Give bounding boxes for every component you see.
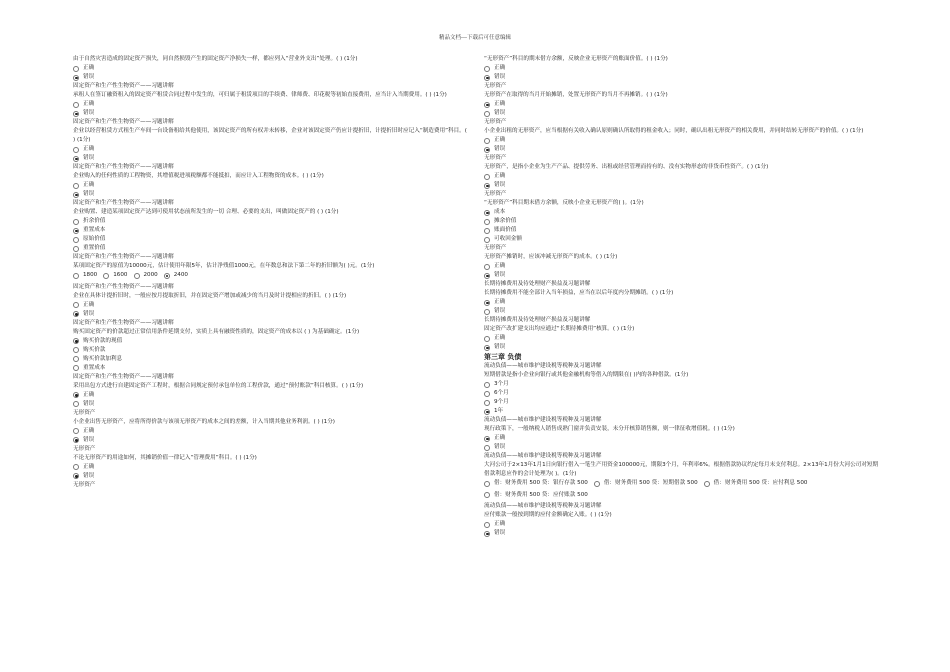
question-text: “无形资产”科目的期末借方余额，反映企业无形资产的账面价值。( ) (1分) [484, 56, 668, 62]
section-label: 固定资产和生产性生物资产——习题讲解 [73, 83, 174, 89]
radio-button[interactable] [484, 66, 490, 72]
option-label: 借：财务费用 500 贷：银行存款 500 [494, 480, 588, 486]
question-block [484, 244, 880, 280]
question-block [484, 190, 880, 244]
question-block [73, 82, 468, 118]
answer-option[interactable] [73, 145, 468, 154]
question-text: 不论无形资产的用途如何，其摊销价值一律记入“管理费用”科目。( ) (1分) [73, 454, 257, 461]
option-label: 9个月 [494, 399, 509, 405]
radio-button[interactable] [704, 481, 710, 487]
radio-button[interactable] [73, 273, 79, 279]
answer-option[interactable] [73, 154, 468, 163]
question-block [73, 253, 468, 283]
answer-option[interactable] [484, 398, 880, 407]
option-label: 正确 [83, 463, 95, 470]
question-block [73, 319, 468, 373]
answer-option[interactable] [73, 73, 468, 82]
answer-option[interactable] [484, 380, 880, 389]
section-label: 固定资产和生产性生物资产——习题讲解 [73, 373, 174, 380]
radio-button[interactable] [484, 492, 490, 498]
option-label: 错误 [494, 110, 506, 116]
answer-option[interactable] [73, 364, 468, 373]
option-label: 正确 [83, 182, 95, 188]
question-text: 承租人在签订融资租入的固定资产租赁合同过程中发生的，可归属于租赁项目的手续费、律师费、印花税等初始直接费用，应当计入当期费用。( ) (1分) [73, 92, 447, 98]
option-label: 正确 [494, 173, 506, 179]
answer-option[interactable] [73, 109, 468, 118]
radio-button[interactable] [73, 246, 79, 252]
section-label: 固定资产和生产性生物资产——习题讲解 [73, 319, 174, 326]
answer-option[interactable] [73, 64, 468, 73]
answer-option[interactable] [484, 443, 880, 452]
answer-option[interactable] [484, 407, 880, 416]
answer-option[interactable] [594, 479, 698, 488]
option-label: 错误 [83, 400, 95, 407]
option-label: 账面价值 [494, 227, 517, 233]
radio-button[interactable] [73, 102, 79, 108]
option-label: 2400 [173, 272, 188, 278]
option-label: 正确 [494, 299, 506, 305]
question-text: 由于自然灾害造成的固定资产损失，同自然损毁产生的固定资产净损失一样，都应列入“营业外支出”处理。( ) (1分) [73, 56, 358, 62]
radio-button[interactable] [484, 300, 490, 306]
radio-button[interactable] [594, 481, 600, 487]
option-label: 折余价值 [83, 218, 106, 224]
radio-button[interactable] [484, 481, 490, 487]
question-text: 应付账款一般按到期的应付金额确定入账。( ) (1分) [484, 512, 612, 518]
section-label: 长期待摊费用及待处理财产损益及习题讲解 [484, 317, 591, 323]
option-label: 错误 [83, 436, 95, 443]
section-label: 无形资产 [484, 155, 507, 161]
answer-option[interactable] [73, 217, 468, 226]
radio-button[interactable] [73, 228, 79, 234]
radio-button[interactable] [73, 464, 79, 470]
radio-button[interactable] [73, 401, 79, 407]
question-block [73, 481, 468, 490]
radio-button[interactable] [484, 391, 490, 397]
answer-option[interactable] [484, 434, 880, 443]
option-label: 1800 [83, 272, 98, 278]
radio-button[interactable] [73, 147, 79, 153]
answer-option[interactable] [484, 64, 880, 73]
question-text: 企业购置、建造某项固定资产达到可使用状态前所发生的一切 合理、必要的支出，叫做固定资产的 ( ) (1分) [73, 209, 339, 215]
section-label: 流动负债——城市维护建设税等税种及习题讲解 [484, 503, 602, 509]
radio-button[interactable] [484, 228, 490, 234]
answer-option[interactable] [484, 389, 880, 398]
question-block [484, 452, 880, 502]
question-block [484, 416, 880, 452]
answer-option[interactable] [103, 271, 127, 280]
option-label: 正确 [494, 521, 506, 527]
answer-option[interactable] [484, 520, 880, 529]
option-label: 重置成本 [83, 227, 106, 233]
radio-button[interactable] [73, 392, 79, 398]
option-label: 正确 [83, 301, 95, 308]
question-text: 无形资产，是指小企业为生产产品、提供劳务、出租或经营管理而持有的、没有实物形态的非货币性资产。( ) (1分) [484, 164, 769, 170]
radio-button[interactable] [73, 365, 79, 371]
radio-button[interactable] [484, 400, 490, 406]
question-block [73, 373, 468, 409]
option-label: 正确 [494, 101, 506, 107]
radio-button[interactable] [73, 219, 79, 225]
option-label: 正确 [494, 137, 506, 143]
answer-option[interactable] [484, 479, 588, 488]
section-label: 固定资产和生产性生物资产——习题讲解 [73, 119, 174, 125]
radio-button[interactable] [484, 219, 490, 225]
radio-button[interactable] [484, 309, 490, 315]
option-label: 正确 [83, 391, 95, 398]
answer-option[interactable] [73, 346, 468, 355]
answer-option[interactable] [164, 271, 188, 280]
question-block [484, 280, 880, 316]
answer-option[interactable] [484, 208, 880, 217]
option-label: 正确 [494, 263, 506, 269]
question-text: 长期待摊费用不能全部计入当年损益，应当在以后年度内分期摊销。( ) (1分) [484, 290, 674, 296]
answer-option[interactable] [484, 343, 880, 352]
answer-option[interactable] [73, 301, 468, 310]
option-label: 摊余价值 [494, 218, 517, 224]
question-block [484, 502, 880, 538]
answer-option[interactable] [73, 463, 468, 472]
answer-option[interactable] [704, 479, 808, 488]
radio-button[interactable] [484, 436, 490, 442]
answer-option[interactable] [484, 491, 588, 500]
section-label: 无形资产 [73, 409, 96, 416]
option-label: 错误 [494, 530, 506, 536]
radio-button[interactable] [484, 382, 490, 388]
answer-option[interactable] [73, 400, 468, 409]
option-label: 正确 [83, 65, 95, 71]
option-label: 成本 [494, 209, 506, 215]
option-label: 错误 [83, 472, 95, 479]
question-block [73, 55, 468, 82]
question-block [73, 445, 468, 481]
question-text: 购买固定资产的价款超过正常信用条件延期支付，实质上具有融资性质的，固定资产的成本以 ( ) 为基础确定。(1分) [73, 328, 360, 335]
option-label: 错误 [494, 182, 506, 188]
radio-button[interactable] [73, 356, 79, 362]
question-text: 大河公司于2×13年1月1日向银行借入一笔生产用资金100000元，期限3个月，年利率6%。根据借款协议约定每月末支付利息。2×13年1月份大河公司对短期借款利息应作的会计处理为( )。(1分) [484, 462, 879, 477]
question-block [484, 118, 880, 154]
radio-button[interactable] [484, 210, 490, 216]
answer-option[interactable] [484, 136, 880, 145]
option-label: 正确 [494, 65, 506, 71]
option-label: 借：财务费用 500 贷：应付利息 500 [713, 480, 808, 486]
question-block [484, 55, 880, 82]
radio-button[interactable] [134, 273, 140, 279]
radio-button[interactable] [73, 473, 79, 479]
question-text: “无形资产”科目期末借方余额，反映小企业无形资产的( )。(1分) [484, 200, 644, 206]
radio-button[interactable] [484, 336, 490, 342]
option-label: 1年 [494, 408, 504, 414]
radio-button[interactable] [73, 428, 79, 434]
radio-button[interactable] [484, 237, 490, 243]
radio-button[interactable] [73, 237, 79, 243]
section-label: 无形资产 [484, 191, 507, 197]
question-block [484, 154, 880, 190]
section-label: 无形资产 [484, 245, 507, 251]
option-label: 6个月 [494, 390, 509, 396]
option-label: 1600 [113, 272, 128, 278]
left-column [73, 55, 468, 490]
answer-option[interactable] [73, 391, 468, 400]
radio-button[interactable] [73, 183, 79, 189]
answer-option[interactable] [484, 298, 880, 307]
answer-option[interactable] [484, 109, 880, 118]
answer-option[interactable] [73, 100, 468, 109]
question-block [73, 163, 468, 199]
answer-option[interactable] [484, 73, 880, 82]
option-label: 错误 [83, 110, 95, 116]
answer-option[interactable] [73, 181, 468, 190]
radio-button[interactable] [484, 345, 490, 351]
question-block [73, 409, 468, 445]
radio-button[interactable] [484, 174, 490, 180]
section-label: 固定资产和生产性生物资产——习题讲解 [73, 164, 174, 170]
question-text: 小企业出售无形资产，应将所得价款与该项无形资产的成本之间的差额，计入当期其他业务利润。( ) (1分) [73, 418, 335, 425]
section-label: 无形资产 [73, 481, 96, 488]
option-label: 原始价值 [83, 236, 106, 242]
option-label: 错误 [494, 444, 506, 450]
option-label: 错误 [494, 272, 506, 278]
question-block [73, 118, 468, 163]
answer-option[interactable] [73, 244, 468, 253]
question-block [73, 283, 468, 319]
radio-button[interactable] [484, 522, 490, 528]
answer-option[interactable] [484, 217, 880, 226]
question-text: 无形资产在取得的当月开始摊销，处置无形资产的当月不再摊销。( ) (1分) [484, 92, 668, 98]
radio-button[interactable] [73, 302, 79, 308]
answer-option[interactable] [73, 337, 468, 346]
answer-option[interactable] [73, 472, 468, 481]
answer-option[interactable] [484, 334, 880, 343]
option-label: 错误 [494, 74, 506, 80]
section-label: 无形资产 [484, 83, 507, 89]
right-column [484, 55, 880, 538]
option-label: 错误 [83, 74, 95, 80]
radio-button[interactable] [484, 264, 490, 270]
question-text: 无形资产摊销时，应该冲减无形资产的成本。( ) (1分) [484, 254, 618, 260]
radio-button[interactable] [73, 347, 79, 353]
option-label: 借：财务费用 500 贷：应付账款 500 [494, 491, 588, 498]
radio-button[interactable] [484, 147, 490, 153]
answer-option[interactable] [484, 529, 880, 538]
question-block [484, 82, 880, 118]
radio-button[interactable] [73, 156, 79, 162]
option-label: 购买价款 [83, 346, 106, 353]
radio-button[interactable] [73, 338, 79, 344]
radio-button[interactable] [484, 111, 490, 117]
option-label: 正确 [83, 101, 95, 107]
question-text: 企业在具体计提折旧时，一般应按月提取折旧，并在固定资产增加或减少的当月及时计提相应的折旧。( ) (1分) [73, 292, 347, 299]
answer-option[interactable] [484, 262, 880, 271]
answer-option[interactable] [73, 226, 468, 235]
answer-option[interactable] [73, 271, 97, 280]
option-label: 2000 [143, 272, 158, 278]
option-label: 错误 [494, 308, 506, 314]
radio-button[interactable] [73, 311, 79, 317]
option-label: 购买价款的现值 [83, 337, 123, 344]
answer-option[interactable] [484, 226, 880, 235]
question-text: 企业购入的任何性质的工程物资，其增值税进项税额都不能抵扣，而应计入工程物资的成本。( ) (1分) [73, 173, 324, 179]
answer-option[interactable] [73, 310, 468, 319]
chapter-heading: 第三章 负债 [484, 353, 522, 361]
answer-option[interactable] [73, 235, 468, 244]
answer-option[interactable] [484, 145, 880, 154]
option-label: 错误 [83, 310, 95, 317]
radio-button[interactable] [484, 531, 490, 537]
radio-button[interactable] [164, 273, 170, 279]
page-header: 精品文档---下载后可任意编辑 [439, 35, 511, 41]
radio-button[interactable] [484, 75, 490, 81]
answer-option[interactable] [484, 100, 880, 109]
answer-option[interactable] [484, 172, 880, 181]
section-label: 固定资产和生产性生物资产——习题讲解 [73, 254, 174, 260]
question-block [73, 199, 468, 253]
option-label: 正确 [83, 427, 95, 434]
option-label: 重置成本 [83, 364, 106, 371]
question-text: 企业以经营租赁方式租生产车间一台设备租给其他使用，该固定资产的所有权并未转移，企业对该固定资产仍应计提折旧，计提折旧时应记入“制造费用”科目。( ) (1分) [73, 128, 467, 143]
answer-option[interactable] [73, 427, 468, 436]
question-text: 某项固定资产的原值为10000元，估计使用年限5年，估计净残值1000元，在年数总和法下第二年的折旧额为( )元。(1分) [73, 263, 375, 269]
radio-button[interactable] [73, 111, 79, 117]
answer-option[interactable] [73, 355, 468, 364]
option-label: 借：财务费用 500 贷：短期借款 500 [603, 480, 698, 486]
option-label: 正确 [494, 335, 506, 341]
option-label: 购买价款加利息 [83, 355, 123, 362]
radio-button[interactable] [73, 437, 79, 443]
question-text: 采用出包方式进行自建固定资产工程时，根据合同规定预付承包单位的工程价款，通过“预付账款”科目核算。( ) (1分) [73, 382, 364, 389]
answer-option[interactable] [484, 181, 880, 190]
radio-button[interactable] [484, 102, 490, 108]
option-label: 错误 [83, 191, 95, 197]
section-label: 长期待摊费用及待处理财产损益及习题讲解 [484, 281, 591, 287]
section-label: 无形资产 [484, 119, 507, 125]
section-label: 无形资产 [73, 445, 96, 452]
radio-button[interactable] [73, 66, 79, 72]
radio-button[interactable] [484, 273, 490, 279]
radio-button[interactable] [484, 138, 490, 144]
answer-option[interactable] [484, 307, 880, 316]
answer-option[interactable] [73, 190, 468, 199]
question-block [484, 316, 880, 352]
option-label: 错误 [83, 155, 95, 161]
section-label: 流动负债——城市维护建设税等税种及习题讲解 [484, 453, 602, 459]
section-label: 流动负债——城市维护建设税等税种及习题讲解 [484, 363, 602, 369]
question-text: 小企业出租的无形资产，应当根据有关收入确认原则确认所取得的租金收入；同时，确认出租无形资产的相关费用，并同时结转无形资产的价值。( ) (1分) [484, 128, 864, 134]
answer-option[interactable] [73, 436, 468, 445]
section-label: 流动负债——城市维护建设税等税种及习题讲解 [484, 417, 602, 423]
radio-button[interactable] [484, 183, 490, 189]
section-label: 固定资产和生产性生物资产——习题讲解 [73, 200, 174, 206]
radio-button[interactable] [484, 445, 490, 451]
option-label: 错误 [494, 146, 506, 152]
option-label: 3个月 [494, 381, 509, 387]
option-label: 重置价值 [83, 245, 106, 251]
radio-button[interactable] [484, 409, 490, 415]
radio-button[interactable] [73, 75, 79, 81]
answer-option[interactable] [484, 271, 880, 280]
question-text: 短期借款是指小企业向银行或其他金融机构等借入的期限在( )内的各种借款。(1分) [484, 372, 689, 378]
radio-button[interactable] [103, 273, 109, 279]
question-text: 固定资产改扩建支出均应通过“长期待摊费用”核算。( ) (1分) [484, 326, 635, 332]
option-label: 可收回金额 [494, 236, 522, 242]
section-label: 固定资产和生产性生物资产——习题讲解 [73, 283, 174, 290]
answer-option[interactable] [134, 271, 158, 280]
option-label: 错误 [494, 344, 506, 350]
answer-option[interactable] [484, 235, 880, 244]
question-block [484, 352, 880, 416]
question-text: 现行政策下，一般纳税人销售成熟门窗并负责安装，未分开核算销售额，则一律征收增值税。( ) (1分) [484, 426, 735, 432]
option-label: 正确 [494, 435, 506, 441]
radio-button[interactable] [73, 192, 79, 198]
option-label: 正确 [83, 146, 95, 152]
